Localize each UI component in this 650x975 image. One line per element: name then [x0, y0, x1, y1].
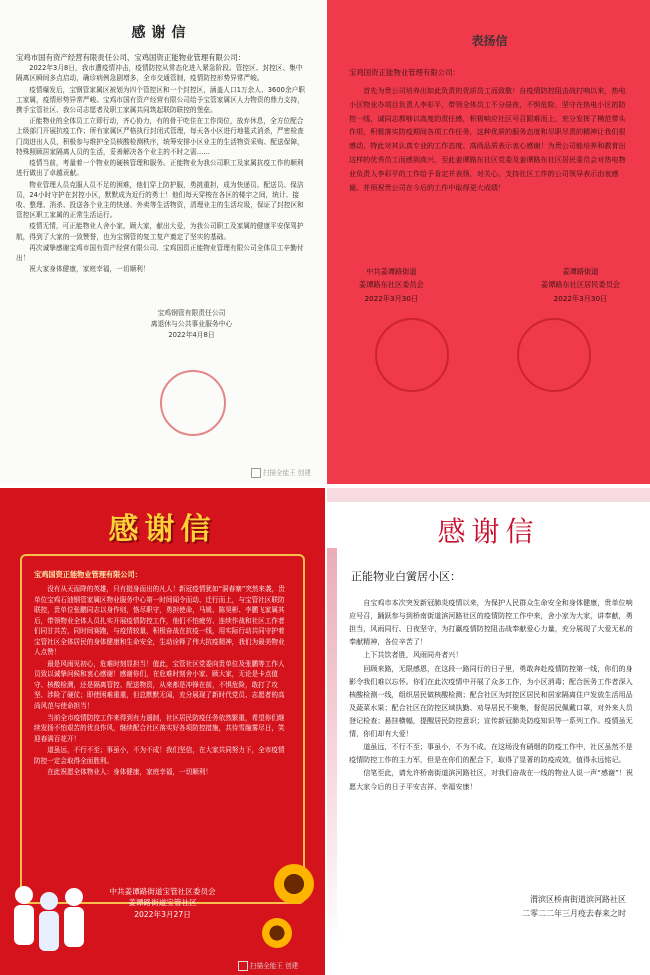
letter-paragraph: 自宝鸡市本次突发新冠肺炎疫情以来，为保护人民群众生命安全和身体健康，贵单位响应号召，踊跃参与到桥南街道滨河路社区的疫情防控工作中来，舍小家为大家，讲奉献，勇担当，风雨同行、日夜坚守，为打赢疫情防控阻击战奉献爱心力量，充分展现了大爱无私的奉献精神，各位辛苦了！ [349, 598, 633, 647]
letter-paragraph: 疫情爆发后，宝钢管家属区被划为四个管控区和一个封控区，涵盖人口1万余人、3600余户职工家属，疫情形势异常严峻。宝鸡市国有资产经营有限公司给予宝管家属区人力物资的鼎力支持，携手宝管社区、我公司志愿者及职工家属共同筑起联防联控的堡垒。 [16, 85, 306, 114]
letter-salutation: 宝鸡国资正能物业管理有限公司： [349, 68, 460, 77]
letter-title: 表扬信 [471, 34, 508, 48]
sign-org-dept: 离退休与公共事业服务中心 [150, 320, 233, 329]
decoration-left [327, 548, 337, 948]
sunflower-icon [274, 864, 314, 904]
letter-paragraph: 道虽远，不行不至；事虽小，不为不成。在这场没有硝烟的防疫工作中，社区虽然不是疫情防控工作的主力军，但是在你们的配合下，取得了显著的防疫成效，值得永远铭记。 [349, 742, 633, 765]
scanner-watermark: 扫描全能王 创建 [238, 960, 298, 971]
letter-paragraph: 物业管理人员克服人员不足的困难，他们穿上防护服，勇挑重担，成为快递员、配送员、保洁员，24小时守护在封控小区，默默成为近行的勇士！他们每天穿梭在各区的楼宇之间，统计、接收、整理、消杀、投送各个业主的快递、外卖等生活物资，清理业主的生活垃圾，保证了封控区和管控区职工家属的正常生活运行。 [16, 180, 304, 220]
letter-top-right [327, 0, 650, 484]
letter-paragraph: 没有从天而降的英雄，只有挺身而出的凡人！新冠疫情犹如“洞春寨”突然来袭，贵单位宝鸡石油钢管家属区物业服务中心第一时间闻令而动、迁行而上，与宝管社区联防联控，贵单位张鹏同志以身作则，恪尽职守，勇担使命，马媛、陈昊彬、李鹏飞家属其后，带领物业全体人员扎实开展疫情防控工作，他们不怕疲劳、连续作战和社区工作者们同甘共苦，同时间赛跑，与疫情较量，积极奋战在抗疫一线，用实际行动共同守护着宝管社区全体居民的身体健康和生命安全，生动诠释了伟大抗疫精神，我们为最美物业人点赞！ [34, 585, 285, 657]
letter-paragraph: 上下共饮者胜，风雨同舟者兴！ [363, 650, 463, 660]
letter-bottom-right [327, 488, 650, 975]
letter-paragraph: 祝大家身体健康，家庭幸福，一切顺利！ [29, 265, 150, 274]
letter-signature [76, 308, 307, 340]
official-seal-icon [517, 318, 591, 392]
scanner-watermark: 扫描全能王 创建 [251, 467, 311, 478]
letter-paragraph: 当前全市疫情防控工作来得到有力遏制，社区居民防疫任务依然繁重，希望你们继续发扬不怕艰苦的优良作风，继续配合社区落实好各项防控措施，共待雪融雾尽日，笑迎春满百花开！ [34, 713, 285, 743]
scanner-logo-icon [251, 468, 261, 478]
letter-paragraph: 疫情无情，可正能物业人舍小家，顾大家，献出大爱，为我公司职工及家属的健康平安保驾护航，得到了大家的一致赞誉，也为宝钢管的复工复产奠定了坚实的基础。 [16, 222, 304, 241]
letter-paragraph: 疫情当前，考量着一个物业的硬核管理和服务。正能物业为我公司职工及家属抗疫工作的顺利进行做出了卓越贡献。 [16, 159, 304, 178]
letter-paragraph: 回顾来路，无限感恩，在这段一路同行的日子里，勇敢奔赴疫情防控第一线，你们的身影令我们难以忘怀。你们在此次疫情中开展了众多工作，为小区消毒；配合医务工作者深入核酸检测一线，组织居民做核酸检测；配合社区为封控区居民和居家隔离住户发放生活用品及蔬菜水果；配合社区在防控区域执勤、劝导居民不聚集，督促居民佩戴口罩，对外来人员登记检查；悬挂横幅，提醒居民防控意识；宣传新冠肺炎防疫知识等一系列工作。疫情虽无情，你们却有大爱！ [349, 663, 633, 739]
official-seal-icon [375, 318, 449, 392]
letter-paragraph: 最是风雨见初心，危难时刻显担当！值此，宝管社区党委向贵单位及张鹏等工作人员致以诚挚问候和衷心感谢！感谢你们，在危难时刻舍小家、顾大家，无论是卡点值守、核酸检测，还是隔离管控、配送物资，从来都是冲锋在前，不惧危险，敢打了攻坚、涉险了硬仗；即使困难重重，但总默默无闻，充分展现了新时代党员、志愿者的高尚风范与使命担当！ [34, 659, 285, 711]
decoration-top [327, 488, 650, 502]
letter-bottom-left [0, 488, 325, 975]
letter-paragraph: 正能物业的全体员工立即行动，齐心协力，有的骨干吃住在工作岗位，放弃休息，全方位配合上级部门开展抗疫工作；所有家属区严格执行封闭式管理，每天各小区进行地毯式消杀，严密检查门岗进出人员，积极参与维护全员核酸检测秩序，统筹安排小区业主的生活物资采购、配送保障，特殊照顾居家隔离人员的生活，妥善解决各个业主的不时之需…… [16, 117, 304, 156]
letter-salutation: 宝鸡国资正能物业管理有限公司： [34, 570, 142, 579]
official-seal-icon [160, 370, 226, 436]
medical-workers-illustration-icon [4, 865, 94, 965]
scanner-logo-icon [238, 961, 248, 971]
sign-date: 2022年4月8日 [168, 330, 215, 339]
letter-frame [20, 554, 305, 904]
letter-paragraph: 在此祝愿全体物业人：身体健康，家庭幸福，一切顺利！ [47, 768, 213, 777]
letter-paragraph: 道虽远，不行不至；事虽小，不为不成！我们坚信，在大家共同努力下，全市疫情防控一定会取得全面胜利。 [34, 746, 285, 765]
letter-body [349, 596, 633, 793]
letter-top-left [0, 0, 325, 484]
letter-title: 感谢信 [131, 25, 192, 41]
letter-signature: 渭滨区桥南街道滨河路社区 二零二二年三月疫去春来之时 [522, 895, 626, 919]
letter-salutation: 正能物业白黉居小区： [351, 570, 461, 583]
letter-paragraph: 再次诚挚感谢宝鸡市国有资产经营有限公司、宝鸡国资正能物业管理有限公司全体员工辛勤付出！ [16, 243, 304, 263]
letter-paragraph: 信笔至此，请允许桥南街道滨河路社区，对我们奋战在一线的物业人说一声“感谢”！祝愿大家今后的日子平安吉祥、幸福安康！ [349, 768, 634, 791]
signature-residents-committee: 姜谭路街道 姜谭路东社区居民委员会 2022年3月30日 [540, 266, 620, 303]
letter-title: 感谢信 [108, 512, 217, 547]
sunflower-icon [262, 918, 292, 948]
letter-signature: 中共姜谭路街道宝管社区委员会 姜谭路街道宝管社区 2022年3月27日 [109, 887, 216, 919]
signature-party-committee: 中共姜谭路街道 姜谭路东社区委员会 2022年3月30日 [359, 266, 424, 303]
letter-signatures [349, 265, 630, 306]
letter-title: 感谢信 [437, 515, 540, 548]
letter-paragraph: 2022年3月8日，我市遭疫情冲击，疫情防控从常态化进入紧急阶段。管控区、封控区、集中隔离区瞬间多点启动，确诊病例急剧增多，全市交通管制，疫情防控形势异常严峻。 [16, 64, 303, 83]
letter-salutation: 宝鸡市国有资产经营有限责任公司、宝鸡国资正能物业管理有限公司： [16, 53, 246, 62]
sign-org: 宝鸡钢管有限责任公司 [157, 309, 226, 318]
letter-paragraph: 首先为贵公司培养出如此负责的优质员工而致敬！自疫情防控阻击战打响以来，热电小区物业办项目负责人李彩平，带领全体员工不分昼夜，不惧危险，坚守在热电小区的防控一线，诚同志都够以高度的责任感，积极响应社区号召跟难而上，充分发挥了模范带头作用，积极落实防疫期间各项工作任务，这种优质的服务态度和尽职尽责的精神让我们很感动，特此对其认真专业的工作态度、高尚品质表示衷心感谢！为贵公司能培养和教育出这样的优秀员工而感到高兴，至此姜谭路东社区党委及姜谭路东社区居民委员会对热电物业负责人李彩平的工作给予肯定并表扬，对关心、支持社区工作的公司领导表示由衷感谢。并预祝贵公司在今后的工作中取得更大成绩！ [349, 86, 626, 192]
